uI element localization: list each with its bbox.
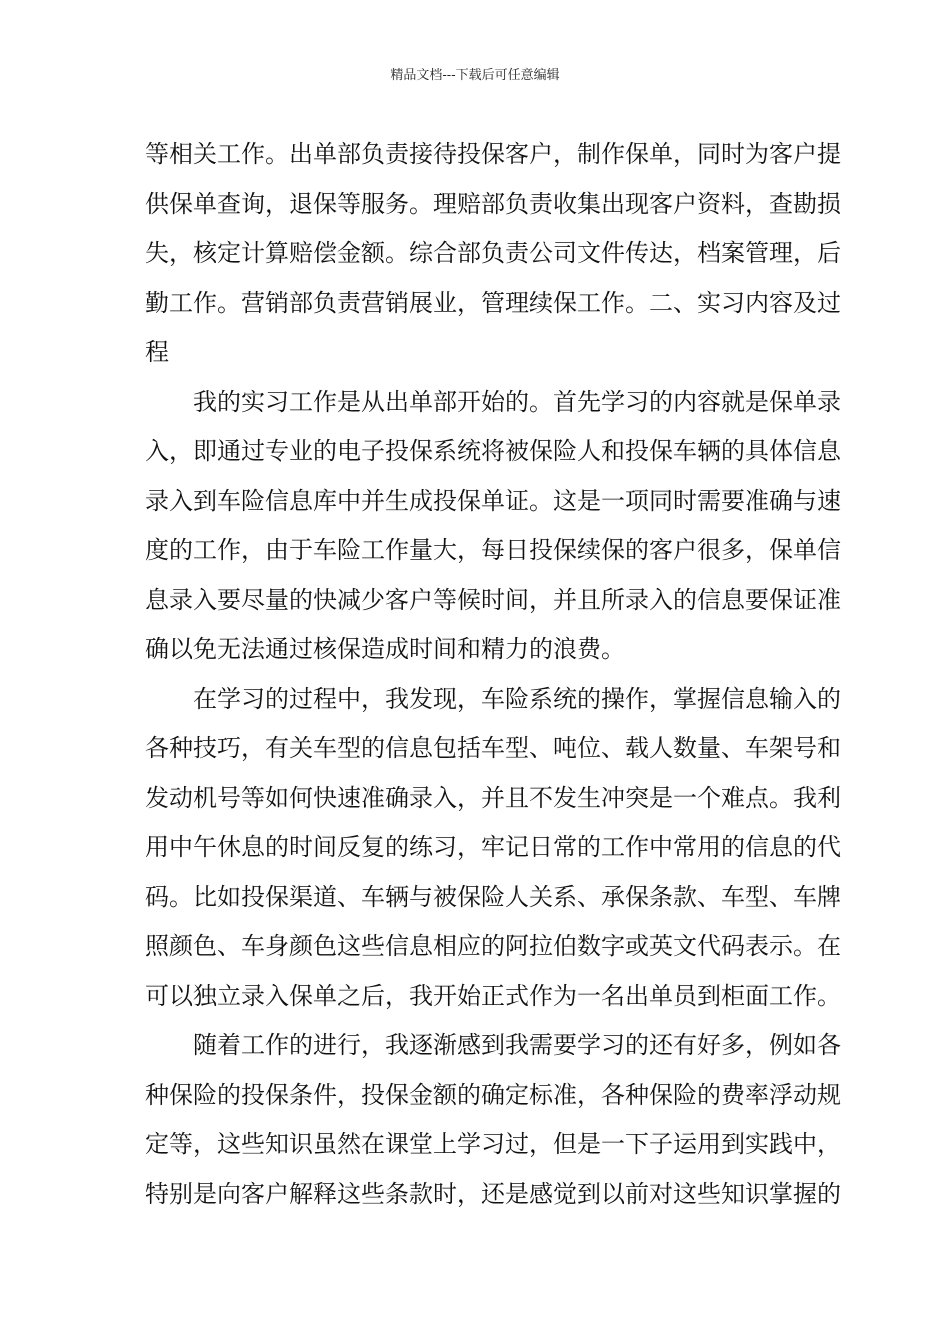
body-text <box>145 130 841 1219</box>
text-line: 度的工作，由于车险工作量大，每日投保续保的客户很多，保单信 <box>145 536 841 564</box>
text-line: 供保单查询，退保等服务。理赔部负责收集出现客户资料，查勘损 <box>145 189 841 218</box>
text-line: 息录入要尽量的快减少客户等候时间，并且所录入的信息要保证准 <box>145 585 841 614</box>
text-line: 码。比如投保渠道、车辆与被保险人关系、承保条款、车型、车牌 <box>145 882 841 911</box>
text-line: 勤工作。营销部负责营销展业，管理续保工作。二、实习内容及过 <box>145 288 841 317</box>
text-line: 特别是向客户解释这些条款时，还是感觉到以前对这些知识掌握的 <box>145 1179 841 1208</box>
text-line: 可以独立录入保单之后，我开始正式作为一名出单员到柜面工作。 <box>145 981 841 1010</box>
text-line: 我的实习工作是从出单部开始的。首先学习的内容就是保单录 <box>145 387 841 416</box>
text-line: 程 <box>145 338 169 366</box>
text-line: 定等，这些知识虽然在课堂上学习过，但是一下子运用到实践中， <box>145 1130 841 1158</box>
text-line: 发动机号等如何快速准确录入，并且不发生冲突是一个难点。我利 <box>145 783 841 812</box>
text-line: 入，即通过专业的电子投保系统将被保险人和投保车辆的具体信息 <box>145 437 841 465</box>
text-line: 确以免无法通过核保造成时间和精力的浪费。 <box>145 635 625 663</box>
text-line: 用中午休息的时间反复的练习，牢记日常的工作中常用的信息的代 <box>145 833 841 861</box>
text-line: 随着工作的进行，我逐渐感到我需要学习的还有好多，例如各 <box>145 1031 841 1059</box>
text-line: 各种技巧，有关车型的信息包括车型、吨位、载人数量、车架号和 <box>145 734 841 762</box>
text-line: 种保险的投保条件，投保金额的确定标准，各种保险的费率浮动规 <box>145 1080 841 1109</box>
text-line: 等相关工作。出单部负责接待投保客户，制作保单，同时为客户提 <box>145 140 841 168</box>
text-line: 失，核定计算赔偿金额。综合部负责公司文件传达，档案管理，后 <box>145 239 841 267</box>
text-line: 在学习的过程中，我发现，车险系统的操作，掌握信息输入的 <box>145 684 841 713</box>
text-line: 录入到车险信息库中并生成投保单证。这是一项同时需要准确与速 <box>145 486 841 515</box>
text-line: 照颜色、车身颜色这些信息相应的阿拉伯数字或英文代码表示。在 <box>145 932 841 960</box>
page-header: 精品文档---下载后可任意编辑 <box>390 68 560 83</box>
